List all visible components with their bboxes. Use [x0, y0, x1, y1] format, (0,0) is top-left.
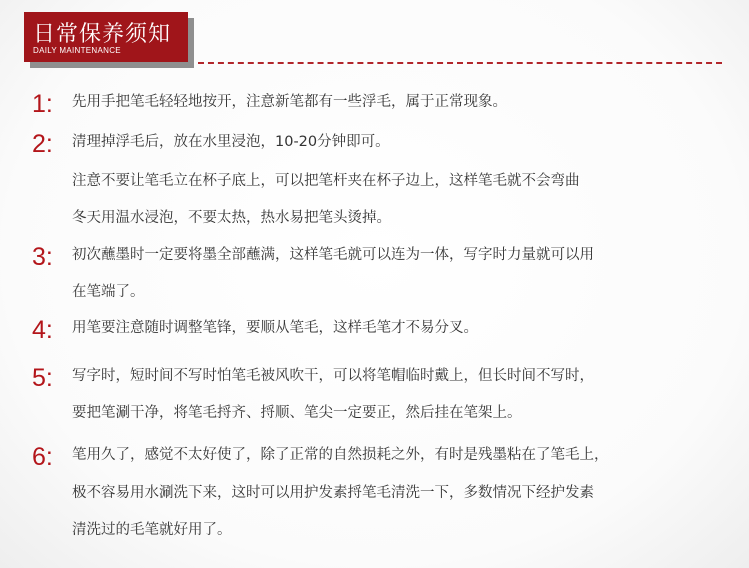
item-text: 极不容易用水涮洗下来，这时可以用护发素捋笔毛清洗一下，多数情况下经护发素	[72, 485, 594, 501]
header-subtitle: DAILY MAINTENANCE	[33, 46, 121, 55]
header-title: 日常保养须知	[33, 22, 172, 47]
item-number: 5:	[32, 364, 53, 392]
item-number: 2:	[32, 130, 53, 158]
item-text: 清理掉浮毛后，放在水里浸泡，10-20分钟即可。	[72, 134, 390, 150]
item-text: 写字时，短时间不写时怕笔毛被风吹干，可以将笔帽临时戴上，但长时间不写时，	[72, 368, 594, 384]
item-text: 在笔端了。	[72, 284, 145, 300]
item-text: 笔用久了，感觉不太好使了，除了正常的自然损耗之外，有时是残墨粘在了笔毛上，	[72, 447, 609, 463]
item-number: 3:	[32, 243, 53, 271]
item-text: 初次蘸墨时一定要将墨全部蘸满，这样笔毛就可以连为一体，写字时力量就可以用	[72, 247, 594, 263]
item-text: 清洗过的毛笔就好用了。	[72, 522, 232, 538]
item-number: 6:	[32, 443, 53, 471]
item-text: 注意不要让笔毛立在杯子底上，可以把笔杆夹在杯子边上，这样笔毛就不会弯曲	[72, 173, 580, 189]
item-text: 用笔要注意随时调整笔锋，要顺从笔毛，这样毛笔才不易分叉。	[72, 320, 478, 336]
item-text: 先用手把笔毛轻轻地按开，注意新笔都有一些浮毛，属于正常现象。	[72, 94, 507, 110]
item-text: 要把笔涮干净，将笔毛捋齐、捋顺、笔尖一定要正，然后挂在笔架上。	[72, 405, 522, 421]
item-text: 冬天用温水浸泡，不要太热，热水易把笔头烫掉。	[72, 210, 391, 226]
item-number: 1:	[32, 90, 53, 118]
item-number: 4:	[32, 316, 53, 344]
